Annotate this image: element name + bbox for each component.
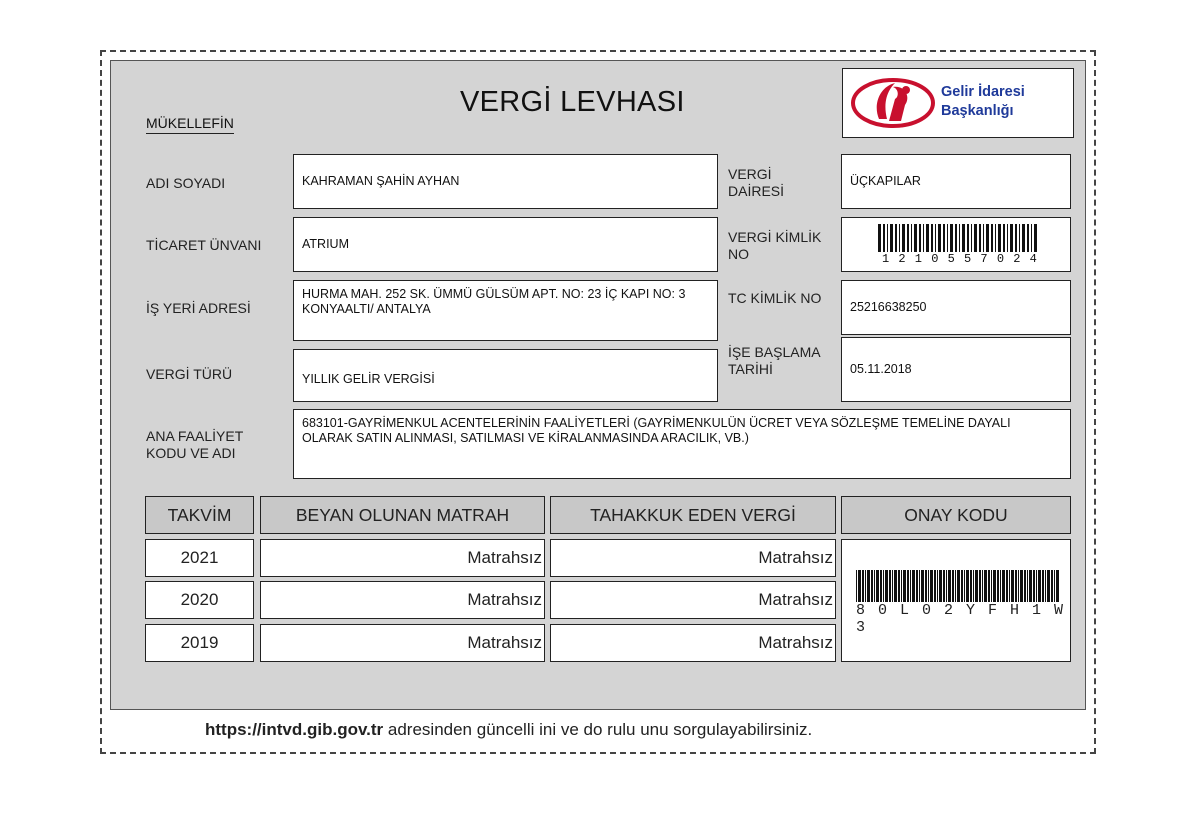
gib-logo xyxy=(842,68,1074,138)
label-adi-soyadi: ADI SOYADI xyxy=(146,175,226,191)
gib-logo-icon xyxy=(849,75,937,131)
row-2020-year: 2020 xyxy=(145,581,254,619)
row-2020-vergi: Matrahsız xyxy=(550,581,836,619)
label-vergi-dairesi xyxy=(728,166,784,200)
label-is-yeri-adresi: İŞ YERİ ADRESİ xyxy=(146,300,251,316)
row-2019-matrah: Matrahsız xyxy=(260,624,545,662)
label-vergi-kimlik-no xyxy=(728,229,821,263)
header-beyan-olunan-matrah: BEYAN OLUNAN MATRAH xyxy=(260,496,545,534)
row-2021-matrah: Matrahsız xyxy=(260,539,545,577)
label-vkn-line2: NO xyxy=(728,246,749,262)
tc-kimlik-no-field: 25216638250 xyxy=(841,280,1071,335)
logo-line-2: Başkanlığı xyxy=(941,103,1014,119)
ticaret-unvani-field: ATRIUM xyxy=(293,217,718,272)
document-title: VERGİ LEVHASI xyxy=(460,86,685,118)
label-vergi-turu: VERGİ TÜRÜ xyxy=(146,366,233,382)
header-takvim: TAKVİM xyxy=(145,496,254,534)
label-ise-baslama-line2: TARİHİ xyxy=(728,361,773,377)
label-ise-baslama-line1: İŞE BAŞLAMA xyxy=(728,344,821,360)
vergi-turu-field: YILLIK GELİR VERGİSİ xyxy=(293,349,718,402)
row-2019-year: 2019 xyxy=(145,624,254,662)
ise-baslama-field: 05.11.2018 xyxy=(841,337,1071,402)
label-ana-faaliyet xyxy=(146,428,243,462)
onay-kodu-barcode-icon xyxy=(856,570,1060,602)
is-yeri-adresi-field: HURMA MAH. 252 SK. ÜMMÜ GÜLSÜM APT. NO: 23 İÇ KAPI NO: 3 KONYAALTI/ ANTALYA xyxy=(293,280,718,341)
footer-url[interactable]: https://intvd.gib.gov.tr xyxy=(205,720,384,739)
adi-soyadi-field: KAHRAMAN ŞAHİN AYHAN xyxy=(293,154,718,209)
footer-note xyxy=(205,720,812,740)
header-onay-kodu: ONAY KODU xyxy=(841,496,1071,534)
header-tahakkuk-eden-vergi: TAHAKKUK EDEN VERGİ xyxy=(550,496,836,534)
label-vergi-dairesi-line1: VERGİ xyxy=(728,166,772,182)
label-vkn-line1: VERGİ KİMLİK xyxy=(728,229,822,245)
label-vergi-dairesi-line2: DAİRESİ xyxy=(728,183,785,199)
row-2021-year: 2021 xyxy=(145,539,254,577)
label-ticaret-unvani: TİCARET ÜNVANI xyxy=(146,237,262,253)
row-2021-vergi: Matrahsız xyxy=(550,539,836,577)
vergi-kimlik-no-field xyxy=(841,217,1071,272)
row-2020-matrah: Matrahsız xyxy=(260,581,545,619)
label-ise-baslama xyxy=(728,344,821,378)
onay-kodu-value: 8 0 L 0 2 Y F H 1 W 3 xyxy=(856,602,1066,636)
vkn-barcode-icon xyxy=(878,224,1038,252)
section-label: MÜKELLEFİN xyxy=(146,115,234,134)
vkn-value: 1 2 1 0 5 5 7 0 2 4 xyxy=(882,252,1038,266)
footer-text: adresinden güncelli ini ve do rulu unu sorgulayabilirsiniz. xyxy=(383,720,813,739)
onay-kodu-box xyxy=(841,539,1071,662)
label-ana-faaliyet-line1: ANA FAALİYET xyxy=(146,428,244,444)
label-tc-kimlik-no: TC KİMLİK NO xyxy=(728,290,822,306)
ana-faaliyet-field: 683101-GAYRİMENKUL ACENTELERİNİN FAALİYETLERİ (GAYRİMENKULÜN ÜCRET VEYA SÖZLEŞME TEMELİNE DAYALI OLARAK SATIN ALINMASI, SATILMASI VE KİRALANMASINDA ARACILIK, VB.) xyxy=(293,409,1071,479)
vergi-dairesi-field: ÜÇKAPILAR xyxy=(841,154,1071,209)
row-2019-vergi: Matrahsız xyxy=(550,624,836,662)
label-ana-faaliyet-line2: KODU VE ADI xyxy=(146,445,236,461)
logo-line-1: Gelir İdaresi xyxy=(941,84,1025,100)
